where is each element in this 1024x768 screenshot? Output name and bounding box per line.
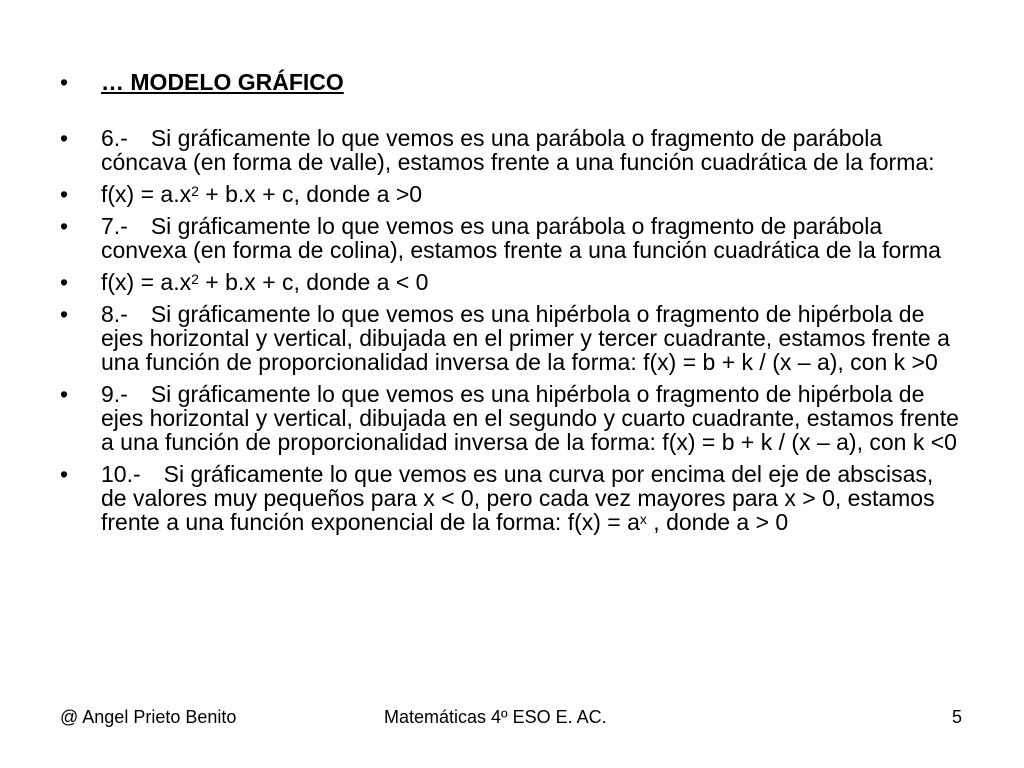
- bullet-text: 10.- Si gráficamente lo que vemos es una curva por encima del eje de abscisas, de valores muy pequeños para x < 0, pero cada vez mayores para x > 0, estamos frente a una función exponencial de la forma: f(x) = a: [101, 461, 935, 535]
- bullet-text: , donde a > 0: [646, 509, 789, 535]
- formula-text: f(x) = a.x: [101, 181, 192, 207]
- heading-item: [60, 70, 960, 94]
- bullet-dot: •: [60, 269, 69, 295]
- bullet-text: 7.- Si gráficamente lo que vemos es una parábola o fragmento de parábola convexa (en forma de colina), estamos frente a una función cuadrática de la forma: [101, 213, 941, 263]
- bullet-text: 9.- Si gráficamente lo que vemos es una hipérbola o fragmento de hipérbola de ejes horizontal y vertical, dibujada en el segundo y cuarto cuadrante, estamos frente a una función de proporcionalidad inversa de la forma: f(x) = b + k / (x – a), con k <0: [101, 381, 959, 455]
- superscript: 2: [191, 271, 199, 287]
- slide-heading: … MODELO GRÁFICO: [101, 69, 344, 95]
- footer-author: @ Angel Prieto Benito: [60, 707, 237, 727]
- bullet-item-8: [60, 302, 960, 374]
- bullet-dot: •: [60, 461, 69, 487]
- bullet-list: [60, 70, 960, 542]
- formula-text: f(x) = a.x: [101, 269, 192, 295]
- slide-footer: [0, 707, 1024, 731]
- bullet-item-6: [60, 126, 960, 174]
- bullet-item-7: [60, 214, 960, 262]
- bullet-text: 8.- Si gráficamente lo que vemos es una hipérbola o fragmento de hipérbola de ejes horizontal y vertical, dibujada en el primer y tercer cuadrante, estamos frente a una función de proporcionalidad inversa de la forma: f(x) = b + k / (x – a), con k >0: [101, 301, 950, 375]
- footer-page-number: 5: [952, 707, 963, 727]
- bullet-dot: •: [60, 381, 69, 407]
- bullet-item-10: [60, 462, 960, 534]
- formula-item-convex: [60, 270, 960, 294]
- formula-item-concave: [60, 182, 960, 206]
- bullet-dot: •: [60, 69, 69, 95]
- footer-course: Matemáticas 4º ESO E. AC.: [384, 707, 607, 727]
- bullet-dot: •: [60, 181, 69, 207]
- superscript: x: [639, 511, 647, 527]
- bullet-dot: •: [60, 125, 69, 151]
- formula-text: + b.x + c, donde a < 0: [198, 269, 429, 295]
- bullet-text: 6.- Si gráficamente lo que vemos es una parábola o fragmento de parábola cóncava (en forma de valle), estamos frente a una función cuadrática de la forma:: [101, 125, 935, 175]
- superscript: 2: [191, 183, 199, 199]
- formula-text: + b.x + c, donde a >0: [198, 181, 423, 207]
- bullet-dot: •: [60, 301, 69, 327]
- bullet-dot: •: [60, 213, 69, 239]
- bullet-item-9: [60, 382, 960, 454]
